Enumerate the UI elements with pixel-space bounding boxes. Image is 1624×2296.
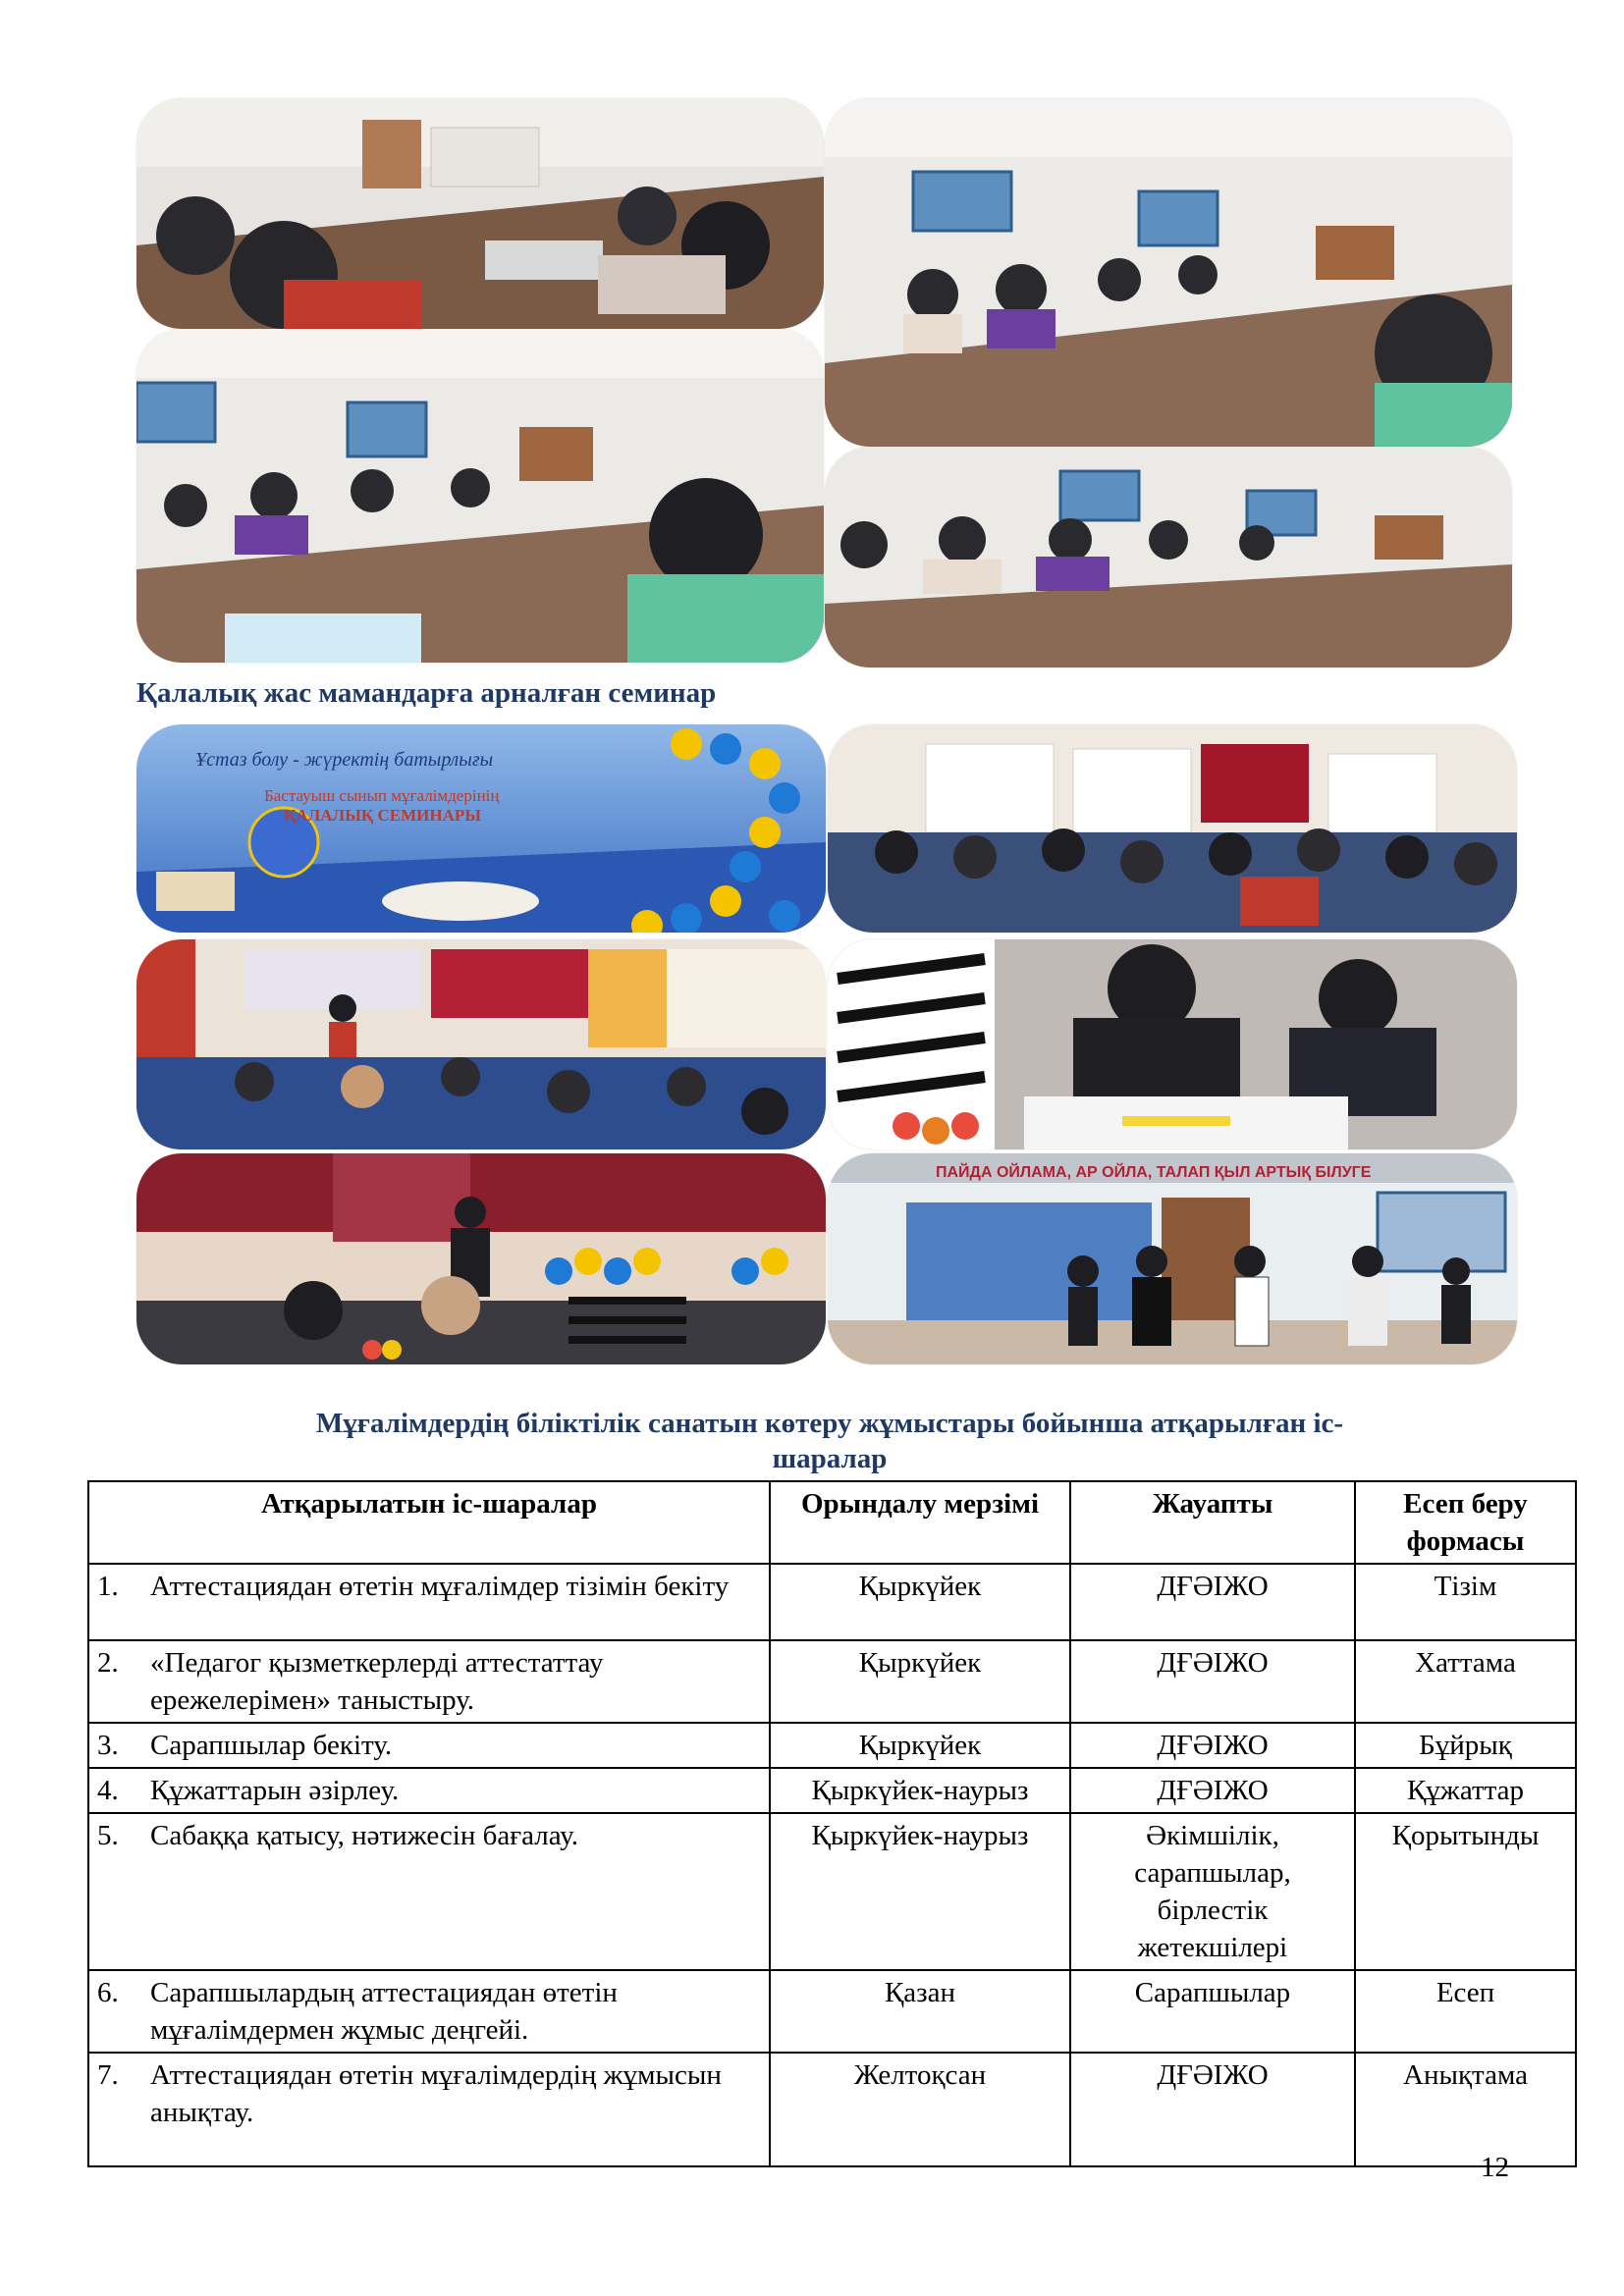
banner-line-3: ҚАЛАЛЫҚ СЕМИНАРЫ bbox=[284, 806, 481, 825]
header-responsible: Жауапты bbox=[1070, 1481, 1355, 1564]
row-report: Құжаттар bbox=[1355, 1768, 1576, 1813]
table-header-row bbox=[88, 1481, 1576, 1564]
row-responsible: ДҒӘІЖО bbox=[1070, 1723, 1355, 1768]
photo-seminar-audience-1 bbox=[828, 724, 1517, 933]
row-activity: Аттестациядан өтетін мұғалімдер тізімін бекіту bbox=[150, 1571, 730, 1602]
row-activity: Сарапшылар бекіту. bbox=[150, 1730, 393, 1761]
row-activity: Сарапшылардың аттестациядан өтетін мұғалімдермен жұмыс деңгейі. bbox=[150, 1977, 618, 2046]
table-row bbox=[88, 1564, 1576, 1640]
row-deadline: Қыркүйек bbox=[770, 1640, 1070, 1723]
row-number: 7. bbox=[97, 2059, 119, 2091]
row-responsible: Сарапшылар bbox=[1070, 1970, 1355, 2053]
row-number: 2. bbox=[97, 1647, 119, 1679]
row-number: 6. bbox=[97, 1977, 119, 2008]
seminar-caption: Қалалық жас мамандарға арналған семинар bbox=[136, 677, 717, 709]
row-deadline: Қыркүйек bbox=[770, 1564, 1070, 1640]
table-row bbox=[88, 1970, 1576, 2053]
row-number: 3. bbox=[97, 1730, 119, 1761]
row-deadline: Қыркүйек-наурыз bbox=[770, 1768, 1070, 1813]
header-deadline: Орындалу мерзімі bbox=[770, 1481, 1070, 1564]
section-title-line-1: Мұғалімдердің біліктілік санатын көтеру жұмыстары бойынша атқарылған іс- bbox=[315, 1408, 1344, 1439]
photo-seminar-table-work bbox=[136, 1153, 826, 1364]
row-activity: Сабаққа қатысу, нәтижесін бағалау. bbox=[150, 1820, 578, 1851]
row-activity: «Педагог қызметкерлерді аттестаттау ережелерімен» таныстыру. bbox=[150, 1647, 604, 1716]
attestation-plan-table bbox=[87, 1480, 1577, 2167]
row-responsible: Әкімшілік, сарапшылар, бірлестік жетекшілері bbox=[1070, 1813, 1355, 1970]
banner-line-1: Ұстаз болу - жүректің батырлығы bbox=[195, 749, 494, 771]
table-row bbox=[88, 1640, 1576, 1723]
row-report: Хаттама bbox=[1355, 1640, 1576, 1723]
row-deadline: Қыркүйек bbox=[770, 1723, 1070, 1768]
photo-seminar-banner bbox=[136, 724, 826, 933]
photo-meeting-1 bbox=[136, 98, 824, 329]
row-deadline: Желтоқсан bbox=[770, 2053, 1070, 2166]
photo-meeting-4 bbox=[825, 447, 1512, 667]
row-report: Анықтама bbox=[1355, 2053, 1576, 2166]
row-report: Есеп bbox=[1355, 1970, 1576, 2053]
table-row bbox=[88, 1768, 1576, 1813]
photo-meeting-2 bbox=[825, 98, 1512, 447]
header-activity: Атқарылатын іс-шаралар bbox=[88, 1481, 770, 1564]
wall-slogan: ПАЙДА ОЙЛАМА, АР ОЙЛА, ТАЛАП ҚЫЛ АРТЫҚ БІЛУГЕ bbox=[936, 1164, 1372, 1181]
row-report: Қорытынды bbox=[1355, 1813, 1576, 1970]
row-responsible: ДҒӘІЖО bbox=[1070, 1564, 1355, 1640]
table-row bbox=[88, 1723, 1576, 1768]
photo-seminar-corridor bbox=[828, 1153, 1517, 1364]
row-number: 1. bbox=[97, 1571, 119, 1602]
row-activity: Құжаттарын әзірлеу. bbox=[150, 1775, 400, 1806]
table-row bbox=[88, 1813, 1576, 1970]
row-responsible: ДҒӘІЖО bbox=[1070, 1768, 1355, 1813]
row-deadline: Қазан bbox=[770, 1970, 1070, 2053]
banner-line-2: Бастауыш сынып мұғалімдерінің bbox=[264, 786, 500, 805]
row-number: 5. bbox=[97, 1820, 119, 1851]
photo-meeting-3 bbox=[136, 329, 824, 663]
section-title-line-2: шаралар bbox=[772, 1443, 888, 1474]
photo-seminar-group-work bbox=[828, 939, 1517, 1149]
row-activity: Аттестациядан өтетін мұғалімдердің жұмысын анықтау. bbox=[150, 2059, 722, 2128]
section-title bbox=[93, 1406, 1566, 1476]
row-deadline: Қыркүйек-наурыз bbox=[770, 1813, 1070, 1970]
row-responsible: ДҒӘІЖО bbox=[1070, 1640, 1355, 1723]
header-report: Есеп беру формасы bbox=[1355, 1481, 1576, 1564]
row-report: Бұйрық bbox=[1355, 1723, 1576, 1768]
row-number: 4. bbox=[97, 1775, 119, 1806]
table-row bbox=[88, 2053, 1576, 2166]
photo-seminar-presenter bbox=[136, 939, 826, 1149]
page-number: 12 bbox=[1481, 2152, 1509, 2183]
row-responsible: ДҒӘІЖО bbox=[1070, 2053, 1355, 2166]
row-report: Тізім bbox=[1355, 1564, 1576, 1640]
